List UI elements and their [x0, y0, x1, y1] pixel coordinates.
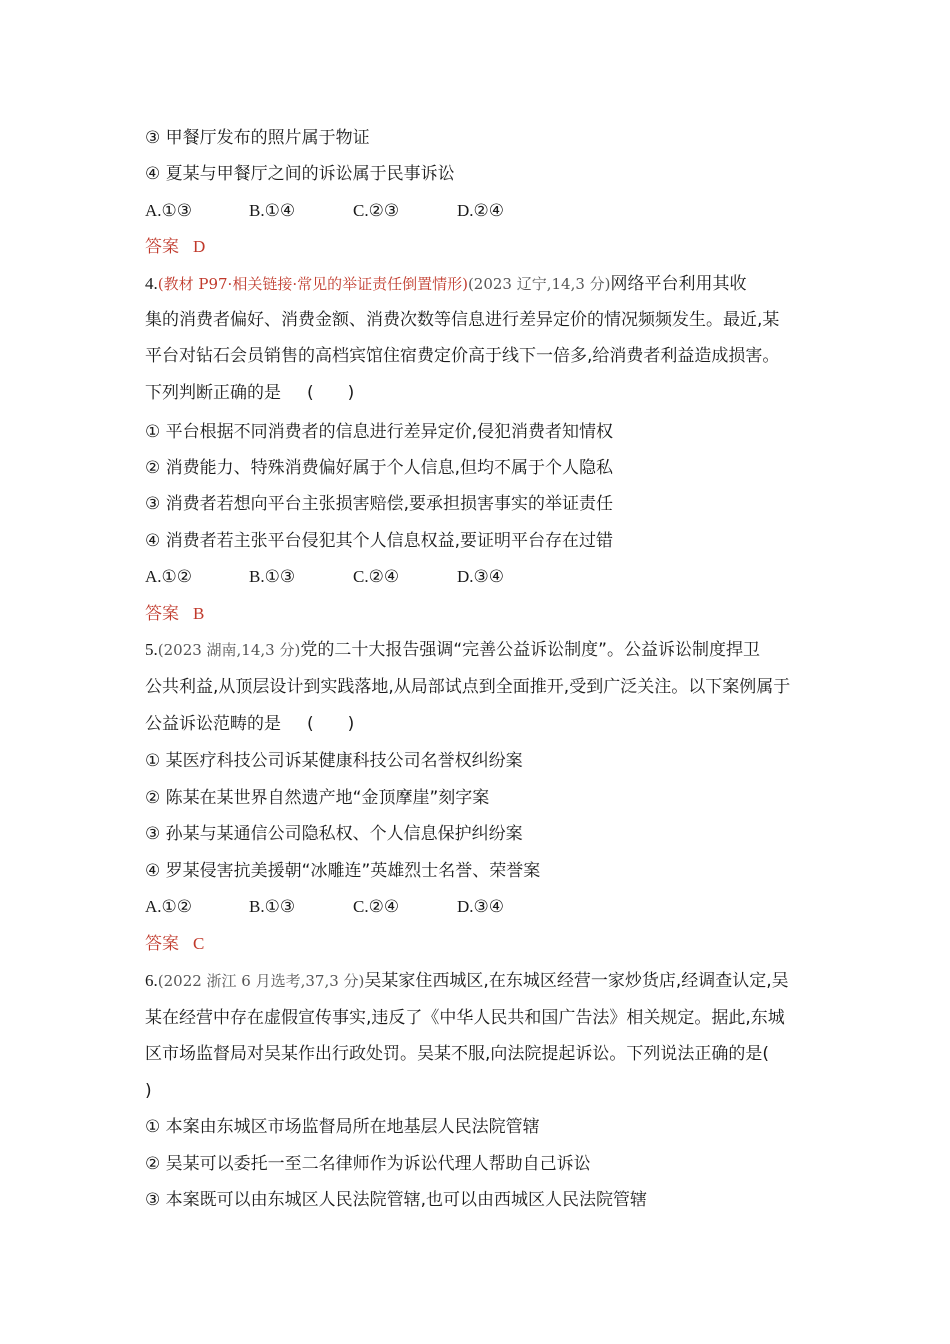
q6-stem-line3: 区市场监督局对吴某作出行政处罚。吴某不服,向法院提起诉讼。下列说法正确的是(	[145, 1044, 770, 1064]
q4-stem-line3: 平台对钻石会员销售的高档宾馆住宿费定价高于线下一倍多,给消费者利益造成损害。	[145, 346, 780, 366]
q3-options	[145, 200, 561, 222]
q5-item-1: ① 某医疗科技公司诉某健康科技公司名誉权纠纷案	[145, 751, 523, 771]
q3-answer	[145, 236, 205, 258]
q4-option-c: C.②④	[353, 567, 400, 586]
answer-letter: B	[193, 604, 205, 623]
q6-number: 6.	[145, 971, 158, 990]
q4-item-4: ④ 消费者若主张平台侵犯其个人信息权益,要证明平台存在过错	[145, 531, 614, 551]
q4-option-d: D.③④	[457, 567, 505, 586]
q5-stem-line2: 公共利益,从顶层设计到实践落地,从局部试点到全面推开,受到广泛关注。以下案例属于	[145, 677, 791, 697]
q5-item-2: ② 陈某在某世界自然遗产地“金顶摩崖”刻字案	[145, 788, 490, 808]
answer-letter: D	[193, 237, 206, 256]
q3-item-3: ③ 甲餐厅发布的照片属于物证	[145, 128, 370, 148]
q4-item-2: ② 消费能力、特殊消费偏好属于个人信息,但均不属于个人隐私	[145, 458, 614, 478]
q4-stem-text1: 网络平台利用其收	[610, 274, 747, 294]
q5-option-c: C.②④	[353, 897, 400, 916]
q3-option-c: C.②③	[353, 201, 400, 220]
answer-blank: ( )	[307, 714, 355, 734]
q4-item-3: ③ 消费者若想向平台主张损害赔偿,要承担损害事实的举证责任	[145, 494, 614, 514]
q6-stem-text1: 吴某家住西城区,在东城区经营一家炒货店,经调查认定,吴	[364, 971, 789, 991]
q4-source: (2023 辽宁,14,3 分)	[467, 275, 611, 293]
q4-stem-line1	[145, 273, 747, 295]
q4-textbook-source: (教材 P97·相关链接·常见的举证责任倒置情形)	[157, 275, 468, 293]
q6-item-1: ① 本案由东城区市场监督局所在地基层人民法院管辖	[145, 1117, 540, 1137]
q5-source: (2023 湖南,14,3 分)	[157, 641, 301, 659]
q5-option-d: D.③④	[457, 897, 505, 916]
q4-answer	[145, 603, 204, 625]
q5-number: 5.	[145, 640, 158, 659]
q5-options	[145, 896, 561, 918]
q6-stem-line1	[145, 970, 789, 992]
q5-item-3: ③ 孙某与某通信公司隐私权、个人信息保护纠纷案	[145, 824, 523, 844]
q3-item-4: ④ 夏某与甲餐厅之间的诉讼属于民事诉讼	[145, 164, 455, 184]
answer-blank: ( )	[307, 383, 355, 403]
q5-stem-line3	[145, 713, 354, 735]
q4-stem-line4	[145, 382, 354, 404]
q5-stem-text1: 党的二十大报告强调“完善公益诉讼制度”。公益诉讼制度捍卫	[300, 640, 760, 660]
answer-label: 答案	[145, 604, 179, 624]
q5-stem-text3: 公益诉讼范畴的是	[145, 714, 281, 734]
q4-option-b: B.①③	[249, 567, 296, 586]
q6-source: (2022 浙江 6 月选考,37,3 分)	[157, 972, 365, 990]
q3-option-a: A.①③	[145, 201, 193, 220]
q4-item-1: ① 平台根据不同消费者的信息进行差异定价,侵犯消费者知情权	[145, 422, 614, 442]
q5-stem-line1	[145, 639, 760, 661]
q3-option-b: B.①④	[249, 201, 296, 220]
q5-option-b: B.①③	[249, 897, 296, 916]
answer-label: 答案	[145, 934, 179, 954]
q5-option-a: A.①②	[145, 897, 193, 916]
q6-stem-line2: 某在经营中存在虚假宣传事实,违反了《中华人民共和国广告法》相关规定。据此,东城	[145, 1008, 785, 1028]
q4-number: 4.	[145, 274, 158, 293]
q5-item-4: ④ 罗某侵害抗美援朝“冰雕连”英雄烈士名誉、荣誉案	[145, 861, 541, 881]
q6-stem-line4: )	[145, 1081, 152, 1101]
q4-stem-text4: 下列判断正确的是	[145, 383, 281, 403]
q6-item-3: ③ 本案既可以由东城区人民法院管辖,也可以由西城区人民法院管辖	[145, 1190, 648, 1210]
q5-answer	[145, 933, 204, 955]
q4-stem-line2: 集的消费者偏好、消费金额、消费次数等信息进行差异定价的情况频频发生。最近,某	[145, 310, 780, 330]
answer-label: 答案	[145, 237, 179, 257]
q3-option-d: D.②④	[457, 201, 505, 220]
answer-letter: C	[193, 934, 205, 953]
q6-item-2: ② 吴某可以委托一至二名律师作为诉讼代理人帮助自己诉讼	[145, 1154, 591, 1174]
q4-option-a: A.①②	[145, 567, 193, 586]
q4-options	[145, 566, 561, 588]
